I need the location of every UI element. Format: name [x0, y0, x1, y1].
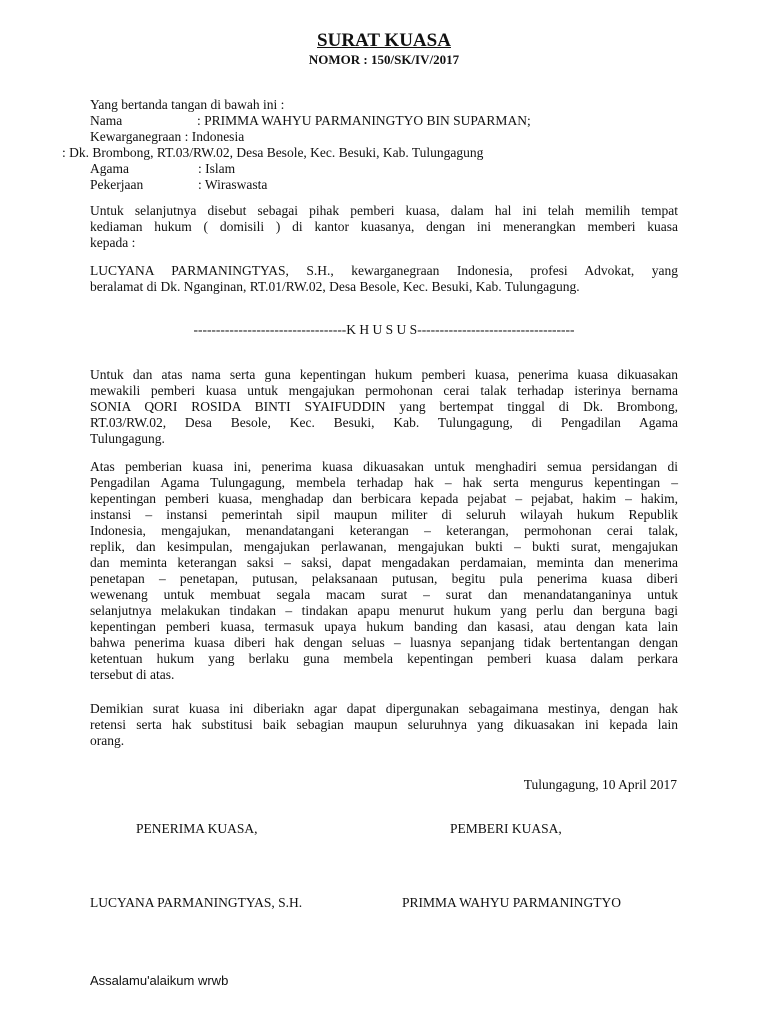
text-line: Untuk selanjutnya disebut sebagai pihak pemberi kuasa, dalam hal ini telah memilih tempat — [90, 203, 678, 218]
footer-note: Assalamu'alaikum wrwb — [90, 973, 229, 988]
place-date: Tulungagung, 10 April 2017 — [523, 777, 677, 792]
text-line: bahwa penerima kuasa diberi hak dengan seluas – luasnya sepanjang tidak bertentangan dengan — [90, 635, 678, 650]
text-line: kediaman hukum ( domisili ) di kantor kuasanya, dengan ini menerangkan memberi kuasa — [90, 219, 678, 234]
text-line: beralamat di Dk. Nganginan, RT.01/RW.02, Desa Besole, Kec. Besuki, Kab. Tulungagung. — [90, 279, 580, 294]
text-line: Atas pemberian kuasa ini, penerima kuasa dikuasakan untuk menghadiri semua persidangan di — [90, 459, 678, 474]
agama-value: : Islam — [198, 161, 236, 176]
paragraph-domisili — [90, 203, 678, 251]
text-line: Demikian surat kuasa ini diberiakn agar dapat dipergunakan sebagaimana mestinya, dengan hak — [90, 701, 678, 716]
agama-label: Agama — [90, 161, 129, 176]
text-line: kepentingan pemberi kuasa, termasuk upaya hukum banding dan kasasi, atau dengan kata lain — [90, 619, 678, 634]
text-line: orang. — [90, 733, 125, 748]
paragraph-pemberian-kuasa — [90, 459, 678, 683]
text-line: LUCYANA PARMANINGTYAS, S.H., kewarganegraan Indonesia, profesi Advokat, yang — [90, 263, 678, 278]
intro-line: Yang bertanda tangan di bawah ini : — [90, 97, 285, 112]
identity-pekerjaan — [90, 177, 267, 193]
text-line: retensi serta hak substitusi baik sebagian maupun seluruhnya yang dikuasakan ini kepada lain — [90, 717, 678, 732]
pekerjaan-label: Pekerjaan — [90, 177, 144, 192]
identity-agama — [90, 161, 235, 177]
text-line: kepentingan pemberi kuasa, menghadap dan berbicara kepada pejabat – pejabat, hakim – hakim, — [90, 491, 678, 506]
identity-alamat: : Dk. Brombong, RT.03/RW.02, Desa Besole, Kec. Besuki, Kab. Tulungagung — [62, 145, 484, 160]
nama-value: : PRIMMA WAHYU PARMANINGTYO BIN SUPARMAN; — [197, 113, 531, 128]
pekerjaan-value: : Wiraswasta — [198, 177, 268, 192]
text-line: ketentuan hukum yang berlaku guna membela kepentingan pemberi kuasa dalam perkara — [90, 651, 678, 666]
khusus-separator: ----------------------------------K H U S U S----------------------------------- — [193, 322, 575, 337]
text-line: selanjutnya melakukan tindakan – tindakan apapu menurut hukum yang perlu dan berguna bagi — [90, 603, 678, 618]
letter-title: SURAT KUASA — [317, 30, 451, 51]
signature-label-penerima: PENERIMA KUASA, — [136, 821, 258, 836]
text-line: replik, dan kesimpulan, mengajukan perlawanan, mengajukan bukti – bukti surat, mengajukan — [90, 539, 678, 554]
text-line: Indonesia, mengajukan, menandatangani keterangan – keterangan, permohonan cerai talak, — [90, 523, 678, 538]
identity-nama — [90, 113, 531, 129]
signature-name-pemberi: PRIMMA WAHYU PARMANINGTYO — [402, 895, 622, 910]
text-line: mewakili pemberi kuasa untuk mengajukan permohonan cerai talak terhadap isterinya bernama — [90, 383, 678, 398]
signature-label-pemberi: PEMBERI KUASA, — [450, 821, 562, 836]
text-line: kepada : — [90, 235, 136, 250]
signature-name-penerima: LUCYANA PARMANINGTYAS, S.H. — [90, 895, 303, 910]
identity-kewarganegaraan: Kewarganegraan : Indonesia — [90, 129, 245, 144]
text-line: SONIA QORI ROSIDA BINTI SYAIFUDDIN yang bertempat tinggal di Dk. Brombong, — [90, 399, 678, 414]
text-line: wewenang untuk membuat segala macam surat – surat dan menandatanganinya untuk — [90, 587, 678, 602]
text-line: penetapan – penetapan, putusan, pelaksanaan putusan, begitu pula penerima kuasa diberi — [90, 571, 678, 586]
nama-label: Nama — [90, 113, 123, 128]
text-line: Pengadilan Agama Tulungagung, membela terhadap hak – hak serta mengurus kepentingan – — [90, 475, 678, 490]
paragraph-wewenang — [90, 367, 678, 447]
text-line: dan meminta keterangan saksi – saksi, dapat mengadakan perdamaian, meminta dan menerima — [90, 555, 678, 570]
text-line: Tulungagung. — [90, 431, 165, 446]
paragraph-penutup — [90, 701, 678, 749]
text-line: RT.03/RW.02, Desa Besole, Kec. Besuki, Kab. Tulungagung, di Pengadilan Agama — [90, 415, 678, 430]
paragraph-penerima-kuasa — [90, 263, 678, 295]
text-line: instansi – instansi pemerintah sipil maupun militer di seluruh wilayah hukum Republik — [90, 507, 678, 522]
text-line: Untuk dan atas nama serta guna kepentingan hukum pemberi kuasa, penerima kuasa dikuasakan — [90, 367, 678, 382]
text-line: tersebut di atas. — [90, 667, 175, 682]
letter-number: NOMOR : 150/SK/IV/2017 — [308, 52, 460, 67]
